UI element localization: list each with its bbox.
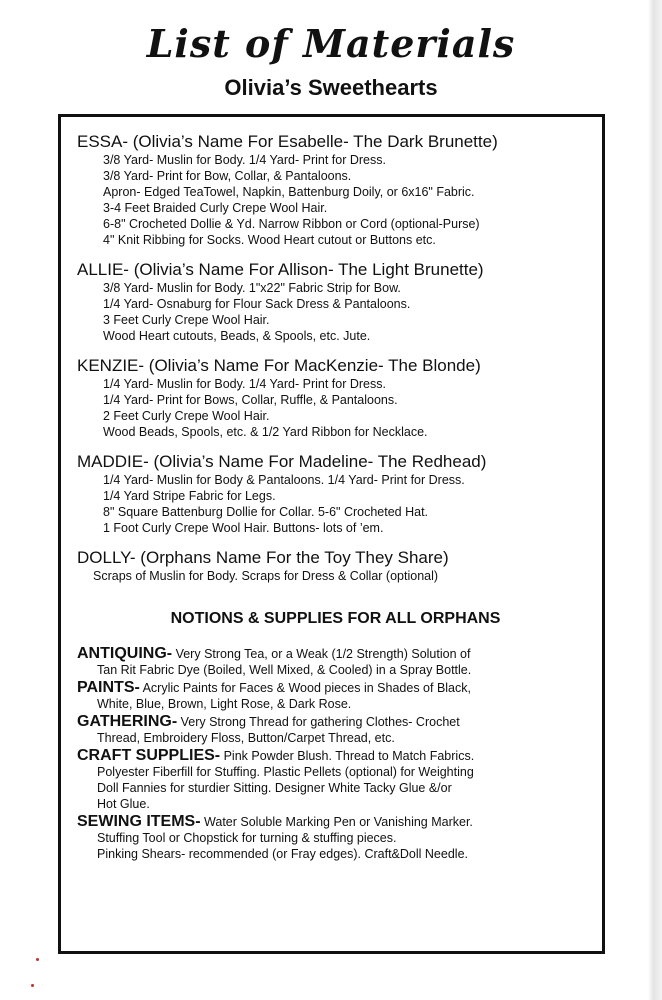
- notion-continuation: Stuffing Tool or Chopstick for turning & stuffing pieces.: [97, 831, 397, 845]
- doll-materials: [77, 376, 594, 440]
- notion-continuation: Thread, Embroidery Floss, Button/Carpet Thread, etc.: [97, 731, 395, 745]
- materials-box: [58, 114, 605, 954]
- doll-name: ALLIE- (Olivia’s Name For Allison- The Light Brunette): [77, 260, 484, 279]
- notion-text: Acrylic Paints for Faces & Wood pieces in Shades of Black,: [139, 681, 471, 695]
- notion-line: [77, 680, 594, 696]
- doll-section: [77, 131, 594, 248]
- material-item: 3 Feet Curly Crepe Wool Hair.: [103, 313, 270, 327]
- page-title: List of Materials: [146, 21, 516, 66]
- notion-text: Water Soluble Marking Pen or Vanishing Marker.: [200, 815, 473, 829]
- page-edge-shadow: [648, 0, 662, 1000]
- doll-materials: [77, 152, 594, 248]
- material-item: 1 Foot Curly Crepe Wool Hair. Buttons- lots of ’em.: [103, 521, 384, 535]
- doll-list: [77, 131, 594, 584]
- material-item: 1/4 Yard- Muslin for Body. 1/4 Yard- Print for Dress.: [103, 377, 386, 391]
- doll-section: [77, 451, 594, 536]
- material-item: 1/4 Yard- Muslin for Body & Pantaloons. 1/4 Yard- Print for Dress.: [103, 473, 465, 487]
- notion-line: [77, 646, 594, 662]
- material-item: 3/8 Yard- Print for Bow, Collar, & Pantaloons.: [103, 169, 352, 183]
- notion-entry: [77, 814, 594, 862]
- notion-continuation: White, Blue, Brown, Light Rose, & Dark Rose.: [97, 697, 352, 711]
- material-item: 2 Feet Curly Crepe Wool Hair.: [103, 409, 270, 423]
- notions-list: [77, 646, 594, 862]
- notion-entry: [77, 748, 594, 812]
- notion-line: [77, 814, 594, 830]
- material-item: 3/8 Yard- Muslin for Body. 1/4 Yard- Print for Dress.: [103, 153, 386, 167]
- notion-key: GATHERING-: [77, 713, 178, 730]
- doll-section: [77, 547, 594, 584]
- notion-entry: [77, 646, 594, 678]
- notion-continuation: Polyester Fiberfill for Stuffing. Plastic Pellets (optional) for Weighting: [97, 765, 474, 779]
- notion-line: [77, 714, 594, 730]
- notion-key: ANTIQUING-: [77, 645, 173, 662]
- material-item: Scraps of Muslin for Body. Scraps for Dress & Collar (optional): [93, 569, 439, 583]
- material-item: 6-8" Crocheted Dollie & Yd. Narrow Ribbon or Cord (optional-Purse): [103, 217, 480, 231]
- material-item: 3/8 Yard- Muslin for Body. 1"x22" Fabric Strip for Bow.: [103, 281, 401, 295]
- material-item: Apron- Edged TeaTowel, Napkin, Battenburg Doily, or 6x16" Fabric.: [103, 185, 475, 199]
- doll-name: ESSA- (Olivia’s Name For Esabelle- The Dark Brunette): [77, 132, 498, 151]
- doll-materials: [77, 568, 594, 584]
- material-item: 3-4 Feet Braided Curly Crepe Wool Hair.: [103, 201, 328, 215]
- doll-materials: [77, 280, 594, 344]
- notion-key: SEWING ITEMS-: [77, 813, 201, 830]
- material-item: 4" Knit Ribbing for Socks. Wood Heart cutout or Buttons etc.: [103, 233, 436, 247]
- notion-continuation: Pinking Shears- recommended (or Fray edges). Craft&Doll Needle.: [97, 847, 468, 861]
- notion-key: PAINTS-: [77, 679, 140, 696]
- doll-name: KENZIE- (Olivia’s Name For MacKenzie- The Blonde): [77, 356, 481, 375]
- notion-continuation: Hot Glue.: [97, 797, 150, 811]
- notion-key: CRAFT SUPPLIES-: [77, 747, 221, 764]
- doll-name: MADDIE- (Olivia’s Name For Madeline- The Redhead): [77, 452, 487, 471]
- notion-text: Pink Powder Blush. Thread to Match Fabrics.: [220, 749, 475, 763]
- material-item: Wood Beads, Spools, etc. & 1/2 Yard Ribbon for Necklace.: [103, 425, 428, 439]
- notion-continuation: Tan Rit Fabric Dye (Boiled, Well Mixed, & Cooled) in a Spray Bottle.: [97, 663, 472, 677]
- notion-entry: [77, 680, 594, 712]
- material-item: 8" Square Battenburg Dollie for Collar. 5-6" Crocheted Hat.: [103, 505, 429, 519]
- print-speck: [31, 984, 34, 987]
- doll-name: DOLLY- (Orphans Name For the Toy They Share): [77, 548, 449, 567]
- notions-heading: NOTIONS & SUPPLIES FOR ALL ORPHANS: [170, 610, 501, 627]
- doll-materials: [77, 472, 594, 536]
- notion-entry: [77, 714, 594, 746]
- notion-continuation: Doll Fannies for sturdier Sitting. Designer White Tacky Glue &/or: [97, 781, 452, 795]
- notion-line: [77, 748, 594, 764]
- material-item: 1/4 Yard Stripe Fabric for Legs.: [103, 489, 276, 503]
- notion-text: Very Strong Tea, or a Weak (1/2 Strength) Solution of: [172, 647, 471, 661]
- material-item: 1/4 Yard- Osnaburg for Flour Sack Dress & Pantaloons.: [103, 297, 411, 311]
- material-item: Wood Heart cutouts, Beads, & Spools, etc. Jute.: [103, 329, 371, 343]
- notion-text: Very Strong Thread for gathering Clothes- Crochet: [177, 715, 460, 729]
- page-subtitle: Olivia’s Sweethearts: [224, 75, 438, 100]
- doll-section: [77, 259, 594, 344]
- doll-section: [77, 355, 594, 440]
- print-speck: [36, 958, 39, 961]
- material-item: 1/4 Yard- Print for Bows, Collar, Ruffle, & Pantaloons.: [103, 393, 398, 407]
